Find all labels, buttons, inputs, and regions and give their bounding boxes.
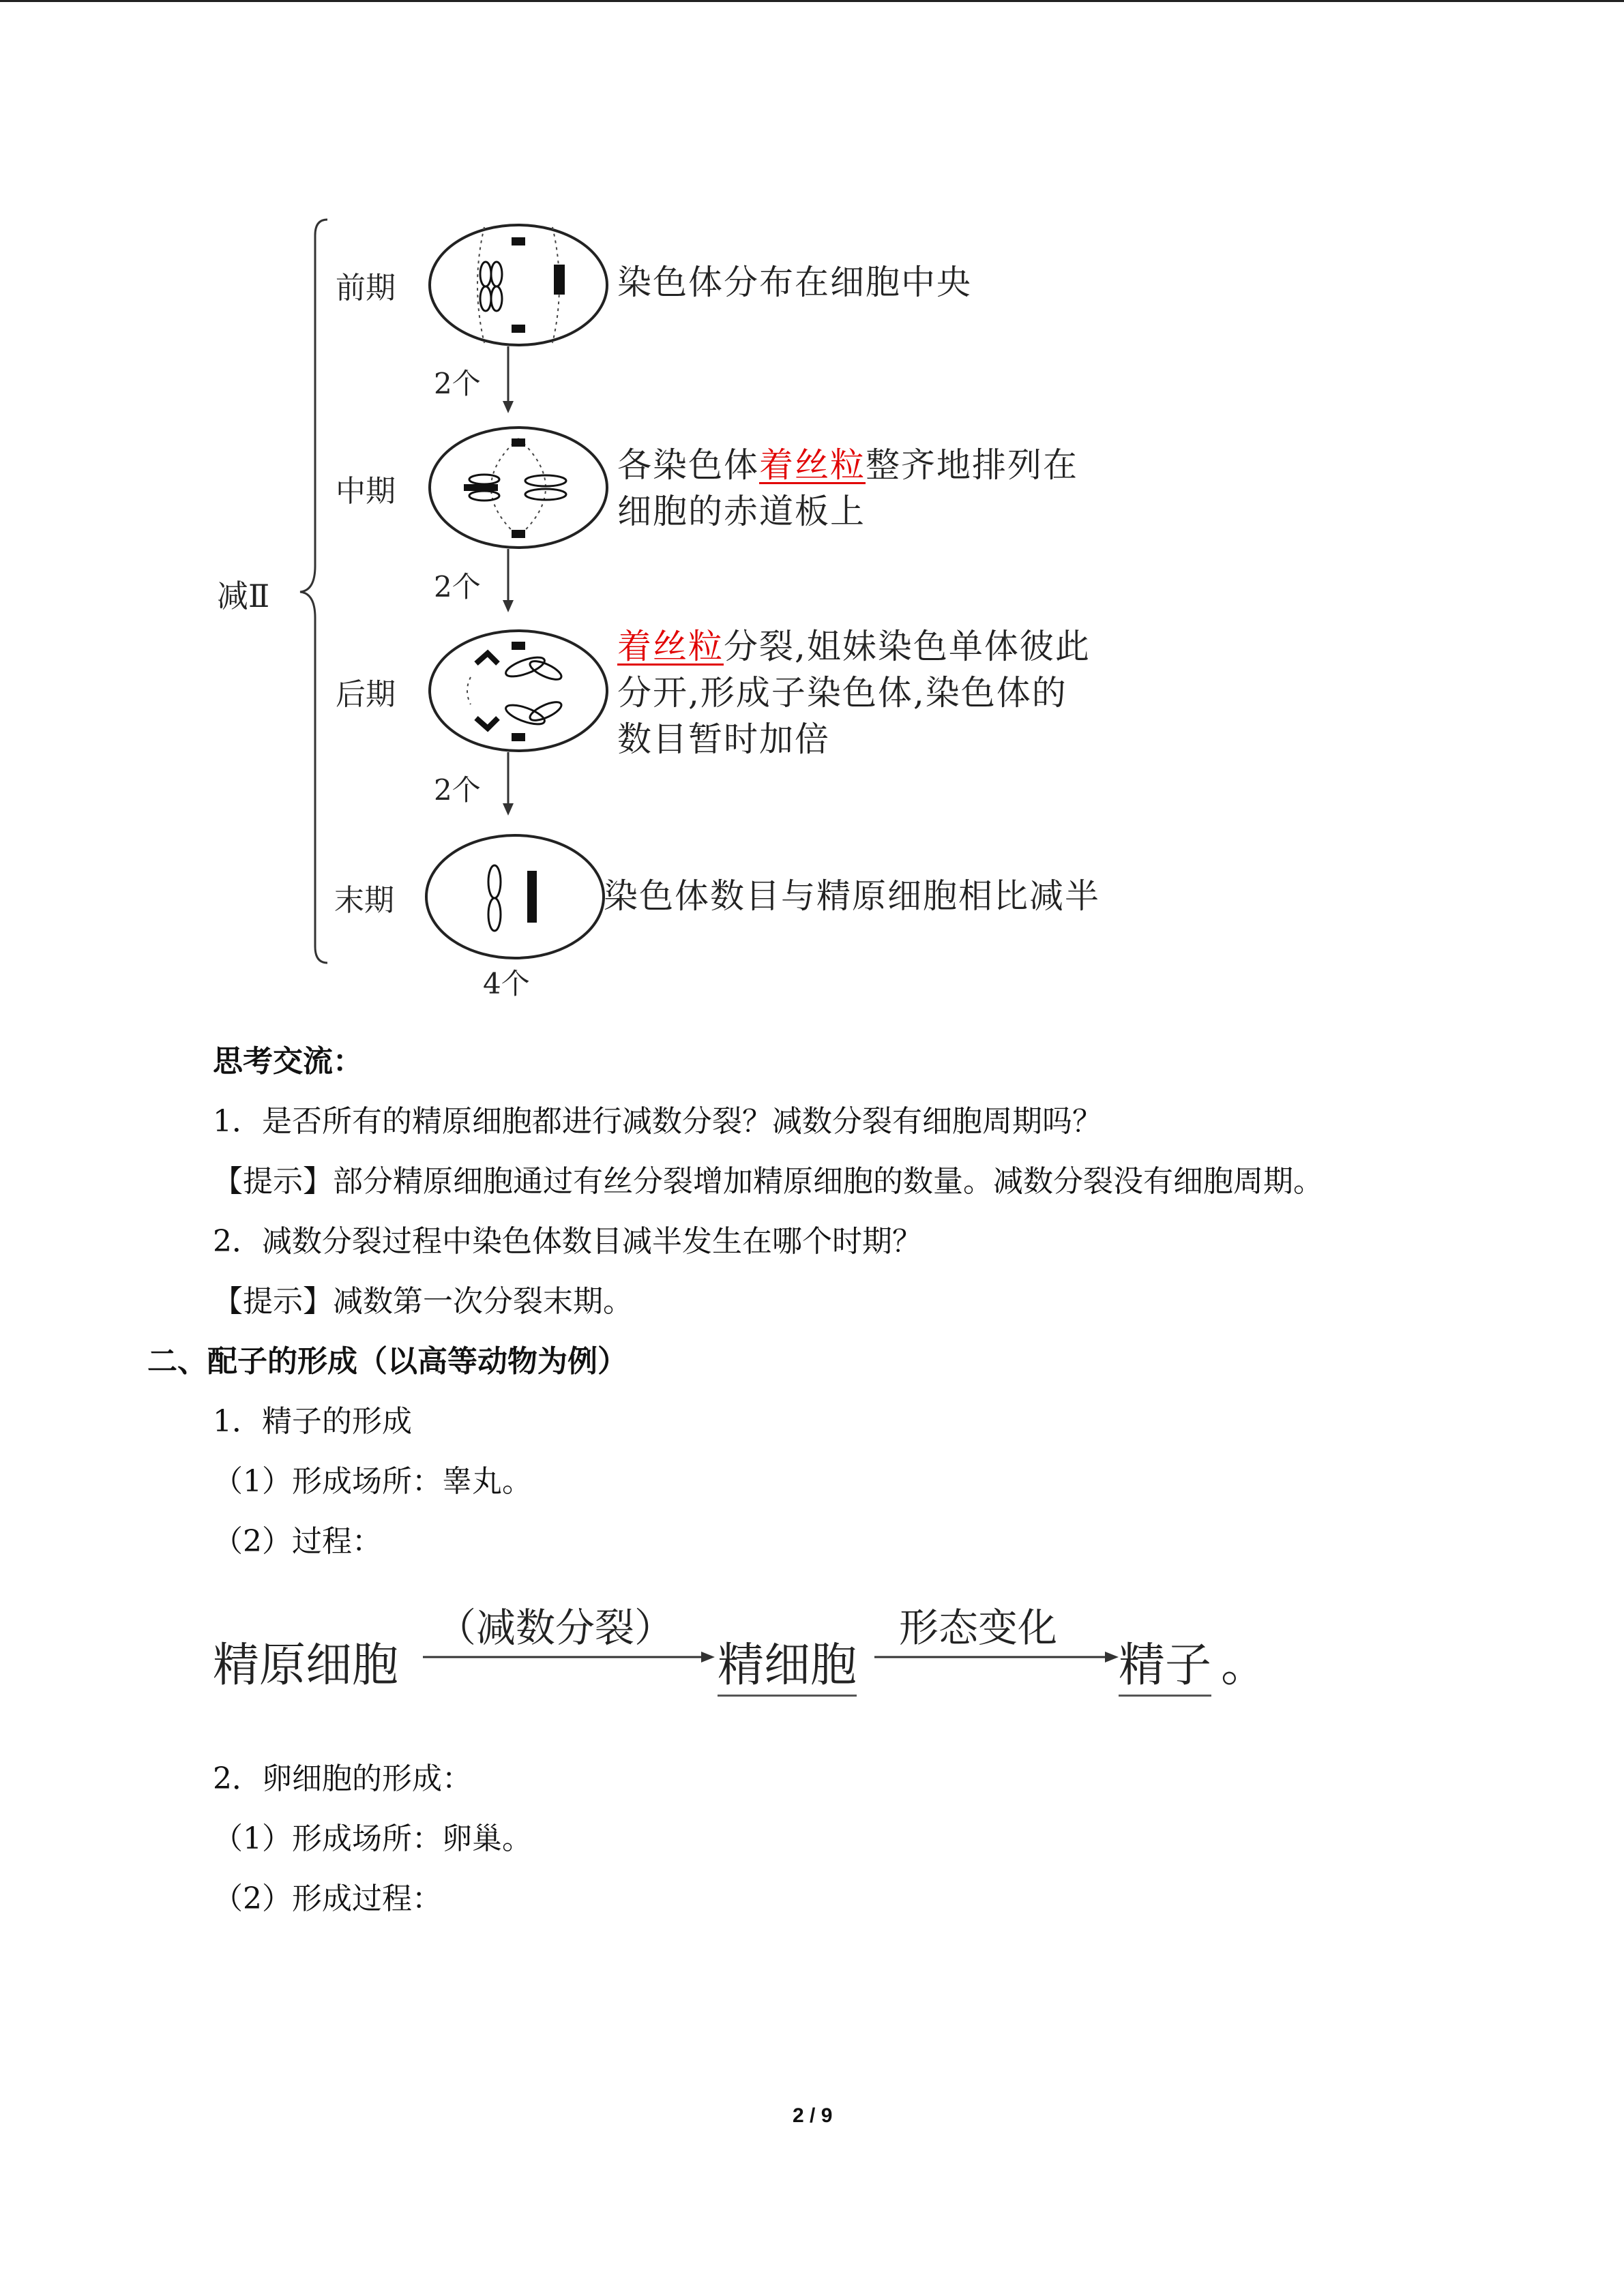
sperm-title: 1．精子的形成 <box>213 1404 412 1439</box>
desc-text: 细胞的赤道板上 <box>617 492 866 531</box>
flow-arrow <box>874 1643 1120 1671</box>
desc-text: 染色体数目与精原细胞相比减半 <box>604 876 1100 916</box>
cell-telophase <box>426 835 604 958</box>
sperm-site: （1）形成场所：睾丸。 <box>213 1464 532 1499</box>
count-label: 2个 <box>434 570 481 603</box>
question-1: 1．是否所有的精原细胞都进行减数分裂？减数分裂有细胞周期吗？ <box>213 1104 1102 1139</box>
description-anaphase <box>617 623 1091 762</box>
stage-label-prophase: 前期 <box>336 271 396 305</box>
flow-start: 精原细胞 <box>213 1639 399 1693</box>
desc-text: 染色体分布在细胞中央 <box>617 263 972 302</box>
sperm-process-label: （2）过程： <box>213 1524 382 1559</box>
hint-1: 【提示】部分精原细胞通过有丝分裂增加精原细胞的数量。减数分裂没有细胞周期。 <box>213 1164 1323 1199</box>
cell-anaphase <box>430 631 607 751</box>
question-2: 2．减数分裂过程中染色体数目减半发生在哪个时期？ <box>213 1224 922 1259</box>
flow-label-meiosis: （减数分裂） <box>437 1605 675 1651</box>
brace <box>300 220 327 963</box>
desc-text: 数目暂时加倍 <box>617 719 830 759</box>
stage-label-metaphase: 中期 <box>336 474 396 509</box>
centromere-highlight: 着丝粒 <box>617 627 724 666</box>
section-title: 二、配子的形成（以高等动物为例） <box>147 1344 628 1379</box>
count-label: 2个 <box>434 773 481 807</box>
stage-label-anaphase: 后期 <box>336 677 396 712</box>
flow-mid: 精细胞 <box>718 1628 857 1697</box>
cell-metaphase <box>430 428 607 548</box>
think-title: 思考交流： <box>213 1044 363 1079</box>
egg-site: （1）形成场所：卵巢。 <box>213 1821 532 1856</box>
description-metaphase <box>617 442 1078 535</box>
egg-process-label: （2）形成过程： <box>213 1881 442 1916</box>
page-number: 2 / 9 <box>793 2104 833 2127</box>
group-label-meiosis-ii: 减Ⅱ <box>217 578 270 614</box>
desc-text: 各染色体 <box>617 445 759 485</box>
egg-title: 2．卵细胞的形成： <box>213 1761 472 1796</box>
stage-label-telophase: 末期 <box>334 883 394 918</box>
flow-end: 精子 <box>1119 1628 1211 1697</box>
centromere-highlight: 着丝粒 <box>759 445 866 485</box>
count-label: 2个 <box>434 367 481 400</box>
desc-text: 分开,形成子染色体,染色体的 <box>617 673 1067 713</box>
hint-2: 【提示】减数第一次分裂末期。 <box>213 1284 633 1319</box>
count-label: 4个 <box>483 967 530 1000</box>
desc-text: 分裂,姐妹染色单体彼此 <box>724 627 1091 666</box>
flow-arrow <box>423 1643 716 1671</box>
desc-text: 整齐地排列在 <box>866 445 1078 485</box>
flow-label-morphology: 形态变化 <box>899 1605 1058 1651</box>
description-telophase <box>604 873 1100 919</box>
flow-period: 。 <box>1221 1639 1268 1693</box>
description-prophase <box>617 259 972 305</box>
cell-prophase <box>430 225 607 345</box>
